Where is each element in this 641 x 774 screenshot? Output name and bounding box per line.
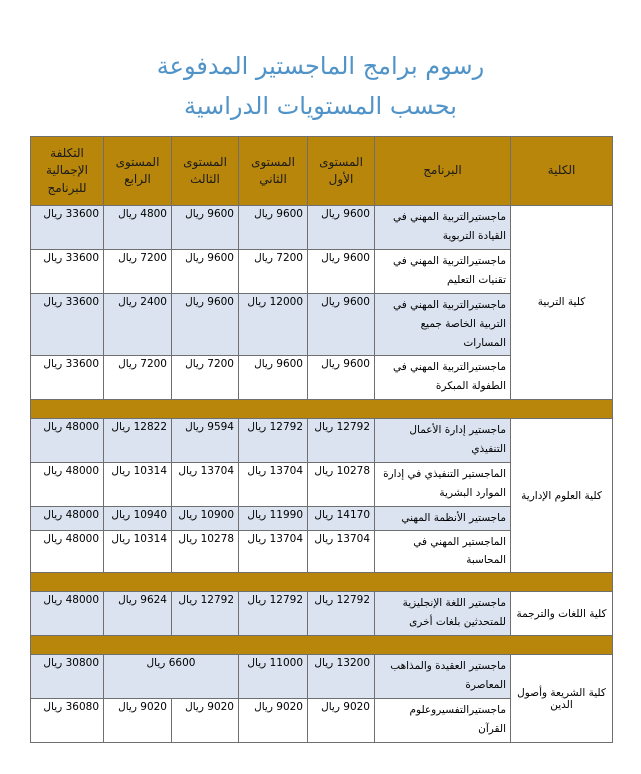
fee-level2: 12792 ريال xyxy=(239,592,308,636)
fee-level3: 10278 ريال xyxy=(172,530,239,573)
program-name: ماجستيرالتربية المهني في الطفولة المبكرة xyxy=(375,355,511,399)
fee-level3: 9594 ريال xyxy=(172,418,239,462)
fee-level3-4: 6600 ريال xyxy=(104,655,239,699)
fee-total: 33600 ريال xyxy=(31,250,104,294)
fee-level3: 9600 ريال xyxy=(172,250,239,294)
fee-level4: 7200 ريال xyxy=(104,250,172,294)
program-name: ماجستير إدارة الأعمال التنفيذي xyxy=(375,418,511,462)
page-title: رسوم برامج الماجستير المدفوعة xyxy=(156,52,485,80)
program-name: ماجستيرالتفسيروعلوم القرآن xyxy=(375,699,511,743)
fee-level3: 9020 ريال xyxy=(172,699,239,743)
fee-total: 48000 ريال xyxy=(31,418,104,462)
col-header-level2: المستوى الثاني xyxy=(239,137,308,206)
col-header-total: التكلفة الإجمالية للبرنامج xyxy=(31,137,104,206)
fee-level1: 12792 ريال xyxy=(308,592,375,636)
col-header-level4: المستوى الرابع xyxy=(104,137,172,206)
fee-total: 48000 ريال xyxy=(31,530,104,573)
fee-level1: 9600 ريال xyxy=(308,250,375,294)
program-name: ماجستيرالتربية المهني في التربية الخاصة جميع المسارات xyxy=(375,294,511,356)
program-name: ماجستيرالتربية المهني في القيادة التربوية xyxy=(375,206,511,250)
program-name: ماجستير اللغة الإنجليزية للمتحدثين بلغات أخرى xyxy=(375,592,511,636)
fee-level2: 7200 ريال xyxy=(239,250,308,294)
fee-level3: 12792 ريال xyxy=(172,592,239,636)
college-name: كلية اللغات والترجمة xyxy=(511,592,613,636)
program-name: ماجستيرالتربية المهني في تقنيات التعليم xyxy=(375,250,511,294)
fee-level1: 13704 ريال xyxy=(308,530,375,573)
college-name: كلية التربية xyxy=(511,206,613,400)
fee-total: 48000 ريال xyxy=(31,462,104,506)
table-row xyxy=(31,206,613,250)
fee-level1: 12792 ريال xyxy=(308,418,375,462)
fee-level2: 13704 ريال xyxy=(239,462,308,506)
fees-table xyxy=(30,136,613,743)
header-row xyxy=(31,137,613,206)
fee-level4: 9020 ريال xyxy=(104,699,172,743)
fee-level2: 12000 ريال xyxy=(239,294,308,356)
college-name: كلية العلوم الإدارية xyxy=(511,418,613,573)
fee-level1: 10278 ريال xyxy=(308,462,375,506)
fee-level1: 9020 ريال xyxy=(308,699,375,743)
program-name: ماجستير العقيدة والمذاهب المعاصرة xyxy=(375,655,511,699)
fee-level4: 12822 ريال xyxy=(104,418,172,462)
fee-level3: 9600 ريال xyxy=(172,294,239,356)
fee-total: 33600 ريال xyxy=(31,206,104,250)
college-name: كلية الشريعة وأصول الدين xyxy=(511,655,613,743)
fee-level4: 7200 ريال xyxy=(104,355,172,399)
fee-level2: 12792 ريال xyxy=(239,418,308,462)
fee-level1: 13200 ريال xyxy=(308,655,375,699)
col-header-level3: المستوى الثالث xyxy=(172,137,239,206)
program-name: الماجستير التنفيذي في إدارة الموارد البشرية xyxy=(375,462,511,506)
fee-level4: 10314 ريال xyxy=(104,462,172,506)
fee-level1: 9600 ريال xyxy=(308,206,375,250)
table-row xyxy=(31,592,613,636)
fee-level2: 11990 ريال xyxy=(239,506,308,530)
fee-total: 33600 ريال xyxy=(31,294,104,356)
fee-level4: 10314 ريال xyxy=(104,530,172,573)
col-header-program: البرنامج xyxy=(375,137,511,206)
fee-total: 33600 ريال xyxy=(31,355,104,399)
fee-total: 30800 ريال xyxy=(31,655,104,699)
fee-level4: 9624 ريال xyxy=(104,592,172,636)
col-header-college: الكلية xyxy=(511,137,613,206)
fee-level3: 13704 ريال xyxy=(172,462,239,506)
fee-level1: 14170 ريال xyxy=(308,506,375,530)
program-name: الماجستير المهني في المحاسبة xyxy=(375,530,511,573)
fee-level3: 9600 ريال xyxy=(172,206,239,250)
fee-total: 48000 ريال xyxy=(31,506,104,530)
fee-level1: 9600 ريال xyxy=(308,355,375,399)
table-row xyxy=(31,655,613,699)
fee-level2: 13704 ريال xyxy=(239,530,308,573)
table-row xyxy=(31,418,613,462)
page-subtitle: بحسب المستويات الدراسية xyxy=(184,92,457,120)
section-divider xyxy=(31,399,613,418)
fee-level4: 10940 ريال xyxy=(104,506,172,530)
fee-level4: 2400 ريال xyxy=(104,294,172,356)
fee-level2: 9600 ريال xyxy=(239,355,308,399)
section-divider xyxy=(31,636,613,655)
program-name: ماجستير الأنظمة المهني xyxy=(375,506,511,530)
section-divider xyxy=(31,573,613,592)
fee-level3: 10900 ريال xyxy=(172,506,239,530)
fee-total: 48000 ريال xyxy=(31,592,104,636)
fee-total: 36080 ريال xyxy=(31,699,104,743)
fee-level2: 9600 ريال xyxy=(239,206,308,250)
fee-level3: 7200 ريال xyxy=(172,355,239,399)
col-header-level1: المستوى الأول xyxy=(308,137,375,206)
fee-level1: 9600 ريال xyxy=(308,294,375,356)
fee-level4: 4800 ريال xyxy=(104,206,172,250)
fee-level2: 9020 ريال xyxy=(239,699,308,743)
fee-level2: 11000 ريال xyxy=(239,655,308,699)
